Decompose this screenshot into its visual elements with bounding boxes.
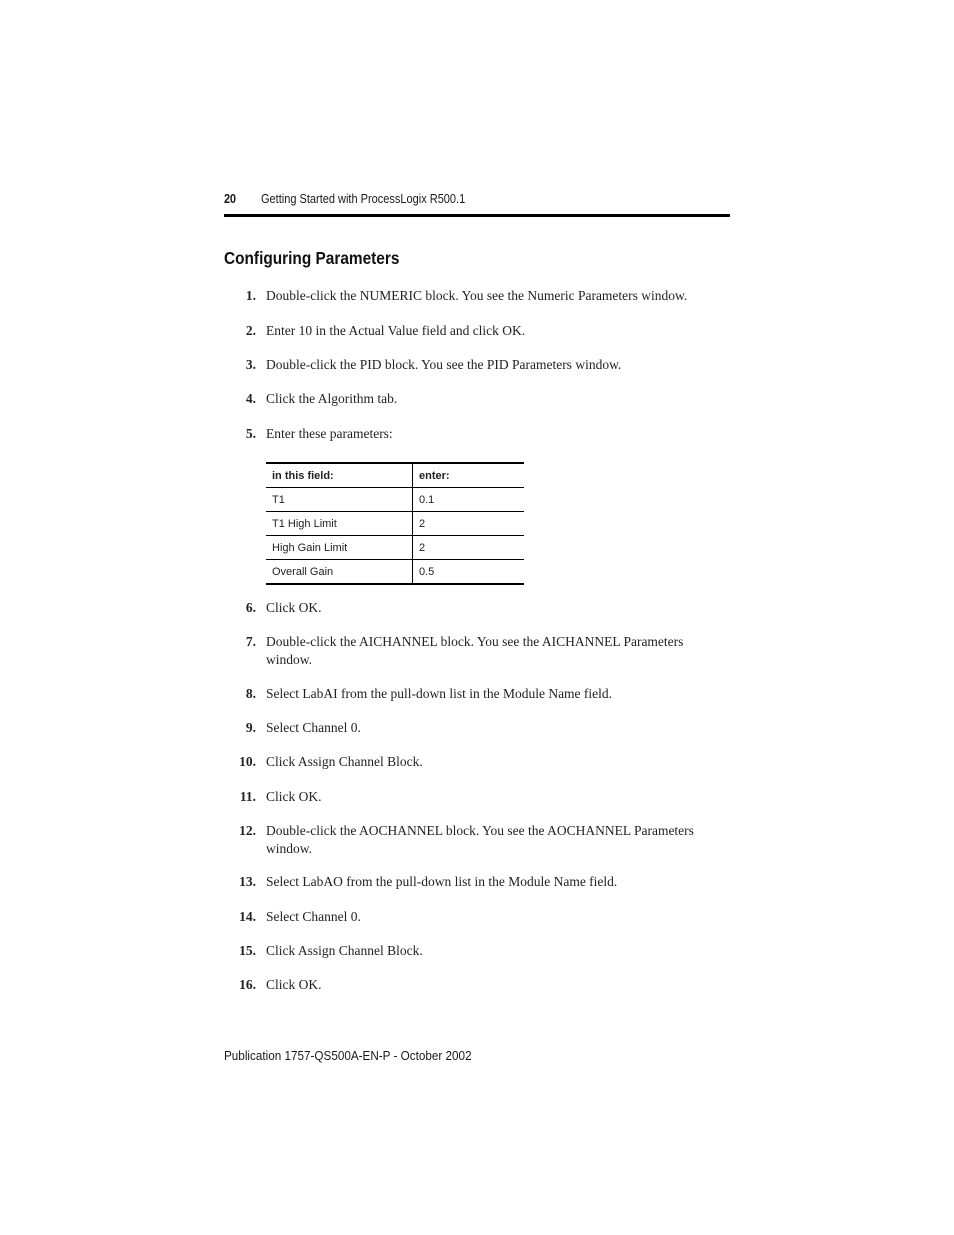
table-header-row — [266, 463, 524, 488]
column-header-enter: enter: — [413, 463, 525, 488]
step-text: Select LabAI from the pull-down list in the Module Name field. — [266, 686, 613, 701]
step-number: 8. — [245, 686, 256, 701]
step-text: Click OK. — [266, 977, 322, 992]
step-number: 9. — [245, 720, 256, 735]
table-cell-field: T1 High Limit — [266, 512, 413, 536]
table-cell-field: High Gain Limit — [266, 536, 413, 560]
step-number: 14. — [239, 909, 256, 924]
page-header — [224, 192, 730, 216]
step-number: 7. — [245, 634, 256, 649]
step-number: 10. — [239, 754, 256, 769]
step-number: 16. — [239, 977, 256, 992]
step-text: Enter these parameters: — [266, 426, 393, 441]
table-row — [266, 560, 524, 585]
table-cell-field: T1 — [266, 488, 413, 512]
step-text: Select Channel 0. — [266, 909, 361, 924]
step-text: Select Channel 0. — [266, 720, 361, 735]
step-text: Double-click the AICHANNEL block. You see the AICHANNEL Parameters window. — [266, 634, 684, 667]
table-cell-value: 2 — [413, 536, 525, 560]
running-title: Getting Started with ProcessLogix R500.1 — [261, 192, 466, 206]
step-text: Double-click the AOCHANNEL block. You see the AOCHANNEL Parameters window. — [266, 823, 694, 856]
step-number: 5. — [245, 426, 256, 441]
header-rule — [224, 214, 730, 217]
step-number: 3. — [245, 357, 256, 372]
step-number: 4. — [245, 391, 256, 406]
table-row — [266, 512, 524, 536]
step-number: 6. — [245, 600, 256, 615]
step-text: Click Assign Channel Block. — [266, 943, 423, 958]
publication-footer: Publication 1757-QS500A-EN-P - October 2002 — [224, 1048, 472, 1063]
table-row — [266, 536, 524, 560]
step-text: Click OK. — [266, 600, 322, 615]
table-row — [266, 488, 524, 512]
step-number: 1. — [245, 288, 256, 303]
step-text: Click the Algorithm tab. — [266, 391, 398, 406]
step-text: Click Assign Channel Block. — [266, 754, 423, 769]
step-text: Click OK. — [266, 789, 322, 804]
step-text: Enter 10 in the Actual Value field and click OK. — [266, 323, 526, 338]
section-title: Configuring Parameters — [224, 248, 400, 268]
page-number: 20 — [224, 192, 236, 206]
step-number: 15. — [239, 943, 256, 958]
step-number: 2. — [245, 323, 256, 338]
step-number: 13. — [239, 874, 256, 889]
parameters-table — [266, 462, 524, 585]
step-number: 11. — [239, 789, 256, 804]
column-header-field: in this field: — [266, 463, 413, 488]
step-text: Select LabAO from the pull-down list in the Module Name field. — [266, 874, 618, 889]
table-cell-value: 2 — [413, 512, 525, 536]
table-cell-field: Overall Gain — [266, 560, 413, 585]
step-text: Double-click the NUMERIC block. You see the Numeric Parameters window. — [266, 288, 688, 303]
step-text: Double-click the PID block. You see the PID Parameters window. — [266, 357, 622, 372]
table-cell-value: 0.5 — [413, 560, 525, 585]
table-cell-value: 0.1 — [413, 488, 525, 512]
step-number: 12. — [239, 823, 256, 838]
